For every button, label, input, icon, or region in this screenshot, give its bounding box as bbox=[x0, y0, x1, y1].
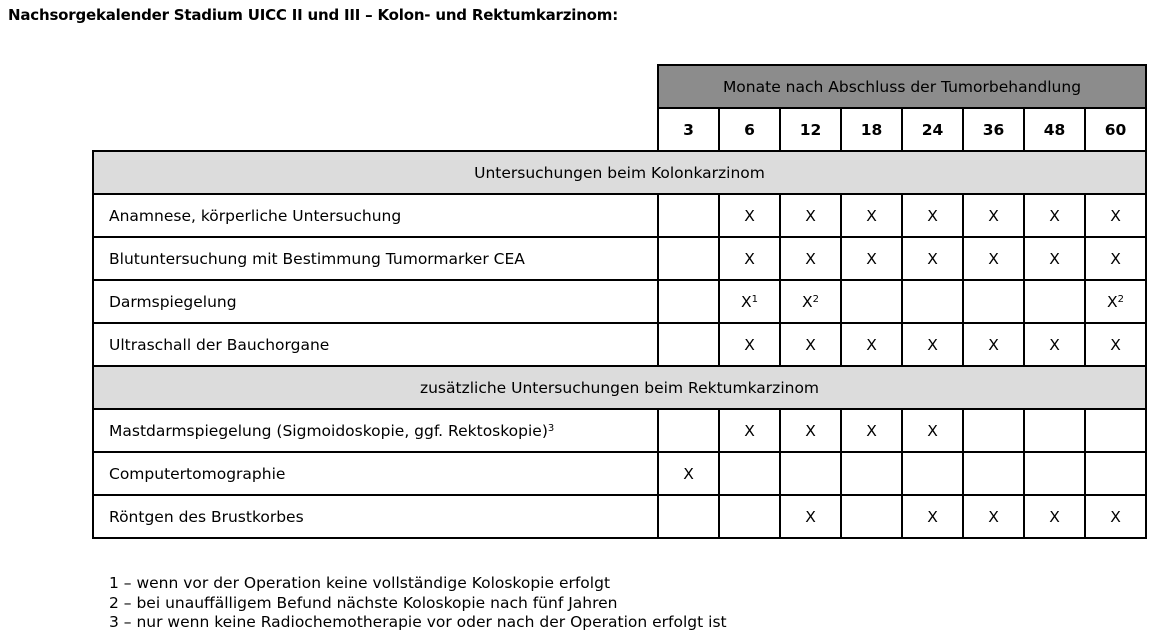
month-48: 48 bbox=[1024, 108, 1085, 151]
scheduled-mark: X bbox=[988, 206, 999, 225]
scheduled-mark: X bbox=[927, 507, 938, 526]
scheduled-mark: X bbox=[866, 421, 877, 440]
corner-blank bbox=[93, 108, 658, 151]
table-row bbox=[93, 452, 1146, 495]
scheduled-mark: X bbox=[988, 249, 999, 268]
scheduled-mark: X bbox=[988, 507, 999, 526]
schedule-cell-month-36 bbox=[963, 495, 1024, 538]
scheduled-mark: X bbox=[805, 249, 816, 268]
scheduled-mark: X bbox=[744, 421, 755, 440]
schedule-cell-month-12 bbox=[780, 280, 841, 323]
schedule-cell-month-6 bbox=[719, 409, 780, 452]
schedule-cell-month-36 bbox=[963, 280, 1024, 323]
month-6: 6 bbox=[719, 108, 780, 151]
section-header: zusätzliche Untersuchungen beim Rektumkarzinom bbox=[93, 366, 1146, 409]
schedule-cell-month-48 bbox=[1024, 452, 1085, 495]
exam-label-cell bbox=[93, 452, 658, 495]
footnote-marker: 2 bbox=[1117, 293, 1124, 305]
schedule-cell-month-48 bbox=[1024, 323, 1085, 366]
scheduled-mark: X bbox=[927, 249, 938, 268]
schedule-cell-month-6 bbox=[719, 495, 780, 538]
schedule-cell-month-6 bbox=[719, 237, 780, 280]
month-24: 24 bbox=[902, 108, 963, 151]
schedule-cell-month-6 bbox=[719, 280, 780, 323]
schedule-cell-month-48 bbox=[1024, 495, 1085, 538]
scheduled-mark: X bbox=[1049, 507, 1060, 526]
schedule-cell-month-60 bbox=[1085, 495, 1146, 538]
schedule-cell-month-12 bbox=[780, 194, 841, 237]
scheduled-mark: X bbox=[1107, 292, 1118, 311]
schedule-cell-month-36 bbox=[963, 194, 1024, 237]
scheduled-mark: X bbox=[805, 335, 816, 354]
scheduled-mark: X bbox=[1110, 249, 1121, 268]
schedule-cell-month-24 bbox=[902, 194, 963, 237]
footnote-2: 2 – bei unauffälligem Befund nächste Koloskopie nach fünf Jahren bbox=[109, 593, 618, 612]
scheduled-mark: X bbox=[805, 206, 816, 225]
exam-label: Darmspiegelung bbox=[109, 292, 237, 311]
schedule-cell-month-60 bbox=[1085, 323, 1146, 366]
schedule-cell-month-3 bbox=[658, 194, 719, 237]
schedule-cell-month-18 bbox=[841, 280, 902, 323]
exam-label-cell bbox=[93, 495, 658, 538]
footnote-1: 1 – wenn vor der Operation keine vollständige Koloskopie erfolgt bbox=[109, 574, 611, 592]
schedule-cell-month-18 bbox=[841, 323, 902, 366]
scheduled-mark: X bbox=[1110, 206, 1121, 225]
exam-label-cell bbox=[93, 194, 658, 237]
schedule-cell-month-36 bbox=[963, 323, 1024, 366]
exam-label-cell bbox=[93, 237, 658, 280]
schedule-cell-month-3 bbox=[658, 409, 719, 452]
month-3: 3 bbox=[658, 108, 719, 151]
table-row bbox=[93, 280, 1146, 323]
table-row bbox=[93, 194, 1146, 237]
schedule-cell-month-48 bbox=[1024, 237, 1085, 280]
footnote-marker: 1 bbox=[751, 293, 758, 305]
section-header: Untersuchungen beim Kolonkarzinom bbox=[93, 151, 1146, 194]
schedule-cell-month-3 bbox=[658, 280, 719, 323]
schedule-cell-month-12 bbox=[780, 237, 841, 280]
schedule-cell-month-18 bbox=[841, 194, 902, 237]
schedule-cell-month-12 bbox=[780, 323, 841, 366]
schedule-cell-month-36 bbox=[963, 452, 1024, 495]
scheduled-mark: X bbox=[988, 335, 999, 354]
schedule-cell-month-24 bbox=[902, 280, 963, 323]
schedule-cell-month-24 bbox=[902, 409, 963, 452]
scheduled-mark: X bbox=[866, 335, 877, 354]
schedule-cell-month-24 bbox=[902, 495, 963, 538]
month-12: 12 bbox=[780, 108, 841, 151]
section-header-row bbox=[93, 151, 1146, 194]
scheduled-mark: X bbox=[741, 292, 752, 311]
schedule-cell-month-18 bbox=[841, 237, 902, 280]
schedule-cell-month-6 bbox=[719, 452, 780, 495]
schedule-cell-month-36 bbox=[963, 237, 1024, 280]
footnote-marker: 2 bbox=[812, 293, 819, 305]
footnote-3: 3 – nur wenn keine Radiochemotherapie vor oder nach der Operation erfolgt ist bbox=[109, 613, 727, 631]
months-header: Monate nach Abschluss der Tumorbehandlung bbox=[658, 65, 1146, 108]
page-title: Nachsorgekalender Stadium UICC II und III – Kolon- und Rektumkarzinom: bbox=[8, 6, 619, 24]
scheduled-mark: X bbox=[1110, 335, 1121, 354]
schedule-cell-month-60 bbox=[1085, 409, 1146, 452]
scheduled-mark: X bbox=[683, 464, 694, 483]
exam-label-cell bbox=[93, 409, 658, 452]
scheduled-mark: X bbox=[744, 206, 755, 225]
scheduled-mark: X bbox=[744, 335, 755, 354]
schedule-cell-month-18 bbox=[841, 495, 902, 538]
table-row bbox=[93, 323, 1146, 366]
scheduled-mark: X bbox=[866, 249, 877, 268]
schedule-cell-month-3 bbox=[658, 323, 719, 366]
month-36: 36 bbox=[963, 108, 1024, 151]
schedule-cell-month-18 bbox=[841, 409, 902, 452]
exam-label-cell bbox=[93, 323, 658, 366]
schedule-cell-month-36 bbox=[963, 409, 1024, 452]
table-row bbox=[93, 409, 1146, 452]
exam-label: Blutuntersuchung mit Bestimmung Tumormarker CEA bbox=[109, 249, 525, 268]
exam-label: Röntgen des Brustkorbes bbox=[109, 507, 304, 526]
footnote-marker: 3 bbox=[547, 422, 555, 434]
schedule-cell-month-60 bbox=[1085, 237, 1146, 280]
footnotes bbox=[109, 574, 727, 633]
exam-label: Anamnese, körperliche Untersuchung bbox=[109, 206, 402, 225]
corner-blank bbox=[93, 65, 658, 108]
schedule-cell-month-60 bbox=[1085, 280, 1146, 323]
schedule-cell-month-12 bbox=[780, 409, 841, 452]
scheduled-mark: X bbox=[1049, 249, 1060, 268]
exam-label: Mastdarmspiegelung (Sigmoidoskopie, ggf. Rektoskopie) bbox=[109, 421, 548, 440]
schedule-cell-month-60 bbox=[1085, 194, 1146, 237]
scheduled-mark: X bbox=[927, 206, 938, 225]
schedule-cell-month-24 bbox=[902, 323, 963, 366]
schedule-cell-month-3 bbox=[658, 452, 719, 495]
schedule-cell-month-48 bbox=[1024, 194, 1085, 237]
schedule-cell-month-3 bbox=[658, 495, 719, 538]
months-header-row bbox=[93, 65, 1146, 108]
exam-label: Computertomographie bbox=[109, 464, 286, 483]
schedule-cell-month-3 bbox=[658, 237, 719, 280]
follow-up-calendar-table bbox=[92, 64, 1147, 539]
schedule-cell-month-6 bbox=[719, 194, 780, 237]
month-60: 60 bbox=[1085, 108, 1146, 151]
schedule-cell-month-48 bbox=[1024, 280, 1085, 323]
schedule-cell-month-24 bbox=[902, 452, 963, 495]
scheduled-mark: X bbox=[1110, 507, 1121, 526]
schedule-cell-month-60 bbox=[1085, 452, 1146, 495]
month-18: 18 bbox=[841, 108, 902, 151]
scheduled-mark: X bbox=[927, 421, 938, 440]
schedule-cell-month-12 bbox=[780, 452, 841, 495]
schedule-cell-month-18 bbox=[841, 452, 902, 495]
table-row bbox=[93, 495, 1146, 538]
scheduled-mark: X bbox=[805, 507, 816, 526]
scheduled-mark: X bbox=[1049, 206, 1060, 225]
exam-label-cell bbox=[93, 280, 658, 323]
scheduled-mark: X bbox=[927, 335, 938, 354]
scheduled-mark: X bbox=[1049, 335, 1060, 354]
schedule-cell-month-24 bbox=[902, 237, 963, 280]
months-row bbox=[93, 108, 1146, 151]
scheduled-mark: X bbox=[805, 421, 816, 440]
scheduled-mark: X bbox=[802, 292, 813, 311]
section-header-row bbox=[93, 366, 1146, 409]
scheduled-mark: X bbox=[744, 249, 755, 268]
schedule-cell-month-48 bbox=[1024, 409, 1085, 452]
schedule-cell-month-6 bbox=[719, 323, 780, 366]
table-row bbox=[93, 237, 1146, 280]
exam-label: Ultraschall der Bauchorgane bbox=[109, 335, 330, 354]
scheduled-mark: X bbox=[866, 206, 877, 225]
schedule-cell-month-12 bbox=[780, 495, 841, 538]
